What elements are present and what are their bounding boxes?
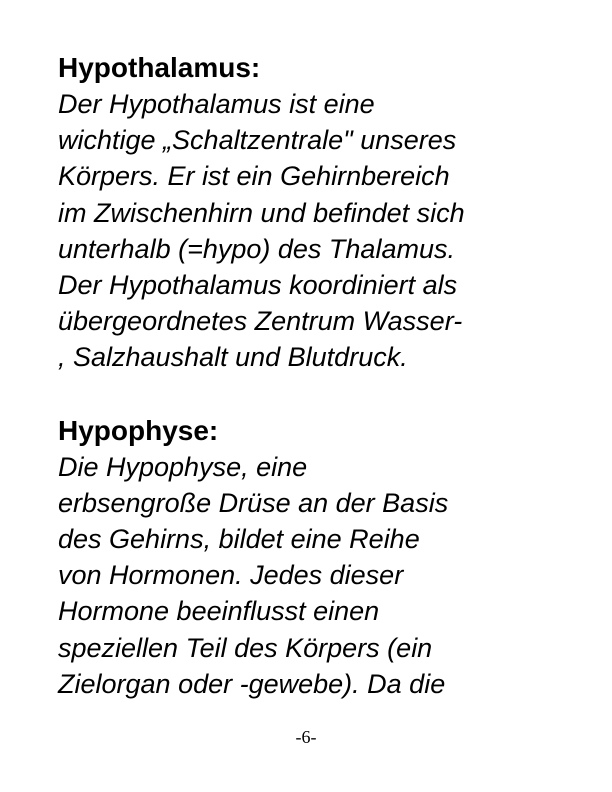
text-line: Der Hypothalamus ist eine <box>58 89 375 119</box>
text-line: im Zwischenhirn und befindet sich <box>58 197 465 228</box>
text-line: von Hormonen. Jedes dieser <box>58 560 404 591</box>
section-heading: Hypothalamus: <box>58 52 261 83</box>
section-hypophyse <box>58 413 578 702</box>
section-spacer <box>58 376 578 413</box>
text-line: des Gehirns, bildet eine Reihe <box>58 524 420 555</box>
text-line: speziellen Teil des Körpers (ein <box>58 632 433 663</box>
text-line: wichtige „Schaltzentrale" unseres <box>58 125 457 156</box>
text-line: erbsengroße Drüse an der Basis <box>58 487 449 518</box>
text-line: Hormone beeinflusst einen <box>58 596 380 627</box>
text-line: Körpers. Er ist ein Gehirnbereich <box>58 161 450 192</box>
text-line: Der Hypothalamus koordiniert als <box>58 270 458 301</box>
page-number: -6- <box>295 727 317 747</box>
text-line: Zielorgan oder -gewebe). Da die <box>58 668 446 699</box>
text-line: , Salzhaushalt und Blutdruck. <box>58 342 408 373</box>
text-line: übergeordnetes Zentrum Wasser- <box>58 306 463 337</box>
text-line: Die Hypophyse, eine <box>58 451 308 482</box>
text-line: unterhalb (=hypo) des Thalamus. <box>58 233 455 264</box>
section-hypothalamus <box>58 50 578 376</box>
page-content <box>58 50 578 702</box>
section-heading: Hypophyse: <box>58 414 219 446</box>
